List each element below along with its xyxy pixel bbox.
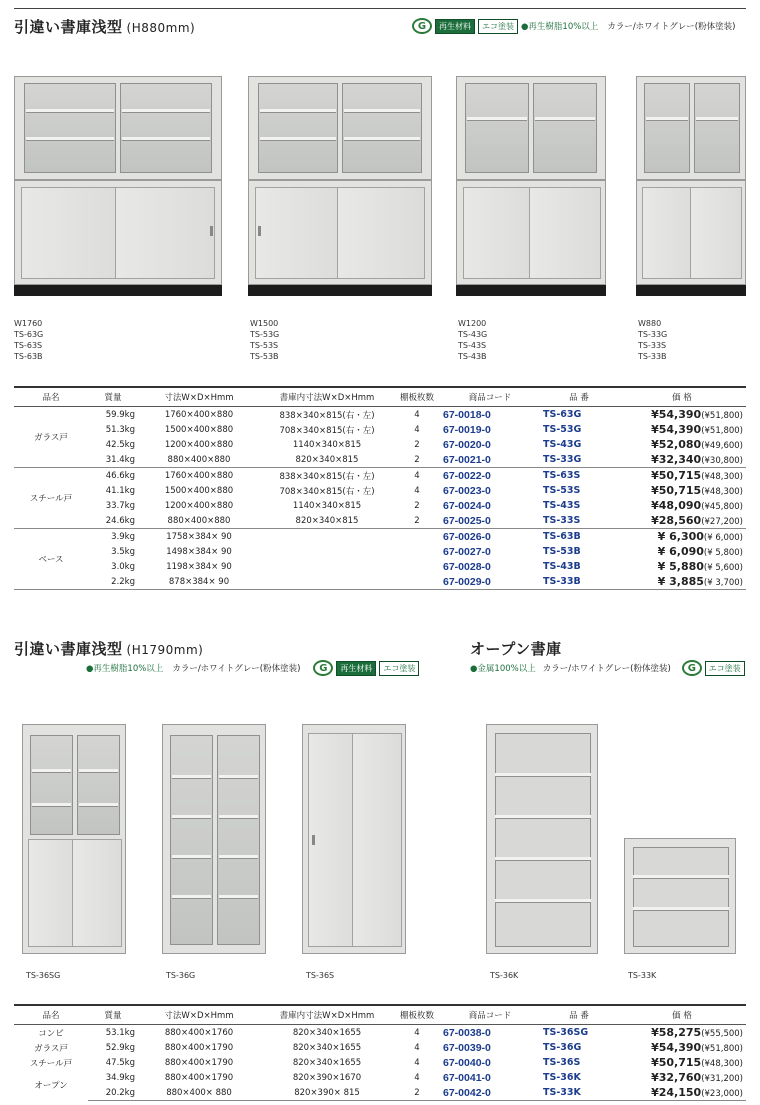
cell-product-code: 67-0039-0 (443, 1041, 491, 1054)
cell-category: オープン (34, 1081, 68, 1092)
table-row (14, 574, 746, 590)
table-row (14, 1055, 746, 1070)
table-row (14, 1070, 746, 1085)
cell-model: TS-36G (543, 1042, 582, 1053)
cell-inner: 820×340×815 (260, 513, 394, 529)
color-note-3: カラー/ホワイトグレー(粉体塗装) (542, 664, 671, 674)
cell-category: ベース (14, 529, 88, 590)
green-mark-icon-2: G (313, 660, 333, 676)
cell-inner: 838×340×815(右・左) (279, 410, 375, 421)
cell-price: ¥ 5,880(¥ 5,600) (657, 560, 743, 573)
cell-model: TS-33G (540, 452, 618, 468)
base-ts-43b-image (456, 285, 606, 296)
cabinet-ts-53g-image (248, 76, 432, 180)
cell-model: TS-33K (540, 1085, 618, 1101)
cell-dims: 880×400×1760 (164, 1027, 234, 1038)
cell-shelves: 2 (414, 439, 420, 450)
cell-weight: 59.9kg (105, 409, 135, 420)
cell-model: TS-53G (543, 424, 582, 435)
cell-category: スチール戸 (14, 468, 88, 529)
base-ts-33b-image (636, 285, 746, 296)
cell-model: TS-43S (543, 500, 581, 511)
section2-title: 引違い書庫浅型 (H1790mm) (14, 640, 204, 658)
cabinet-ts-33g-image (636, 76, 746, 180)
base-ts-63b-image (14, 285, 222, 296)
spec-table-h1790-body (14, 1025, 746, 1101)
cell-price: ¥28,560(¥27,200) (618, 513, 746, 529)
cabinet-ts-36g-image (162, 724, 266, 954)
cell-price: ¥48,090(¥45,800) (651, 499, 743, 512)
cell-model: TS-63S (543, 470, 581, 481)
cell-model: TS-53B (543, 546, 581, 557)
model-label-ts-36g: TS-36G (166, 971, 196, 980)
section3-title: オープン書庫 (470, 640, 562, 658)
cell-model: TS-36SG (543, 1027, 589, 1038)
cell-product-code: 67-0029-0 (440, 574, 540, 590)
cell-model: TS-63B (543, 531, 581, 542)
model-label-ts-36s: TS-36S (306, 971, 335, 980)
th-weight: 質量 (88, 387, 138, 407)
table-row (14, 1025, 746, 1041)
cell-inner: 820×340×1655 (292, 1057, 362, 1068)
cell-weight: 3.9kg (111, 531, 135, 542)
cell-dims: 1500×400×880 (164, 485, 234, 496)
cell-weight: 31.4kg (88, 452, 138, 468)
cell-shelves: 2 (394, 513, 440, 529)
cell-model: TS-63G (543, 409, 582, 420)
cell-product-code: 67-0028-0 (443, 560, 491, 573)
cell-dims: 880×400×1790 (164, 1072, 234, 1083)
badge-eco-3: エコ塗装 (705, 661, 745, 676)
cell-shelves: 4 (414, 1072, 420, 1083)
cell-product-code: 67-0041-0 (443, 1071, 491, 1084)
cell-dims: 1760×400×880 (164, 409, 234, 420)
cell-dims: 1760×400×880 (164, 470, 234, 481)
cell-shelves: 2 (414, 500, 420, 511)
section2-notes (86, 660, 419, 676)
cell-shelves (394, 544, 440, 559)
cell-weight: 3.5kg (111, 546, 135, 557)
cell-category: ガラス戸 (14, 407, 88, 468)
cell-model: TS-33S (540, 513, 618, 529)
cell-dims: 880×400×1790 (164, 1057, 234, 1068)
cell-shelves: 4 (414, 1027, 420, 1038)
cell-product-code: 67-0023-0 (443, 484, 491, 497)
cell-weight: 46.6kg (105, 470, 135, 481)
cell-weight: 53.1kg (105, 1027, 135, 1038)
cell-model: TS-43G (543, 439, 582, 450)
table-header-row (14, 387, 746, 407)
cell-inner: 838×340×815(右・左) (279, 471, 375, 482)
section3-notes (470, 660, 745, 676)
cabinet-ts-36k-image (486, 724, 598, 954)
cell-inner: 708×340×815(右・左) (279, 425, 375, 436)
cell-shelves: 2 (394, 1085, 440, 1101)
th-dims: 寸法W×D×Hmm (138, 1005, 260, 1025)
cell-shelves (394, 574, 440, 590)
cabinet-ts-43g-image (456, 76, 606, 180)
cell-category: ガラス戸 (34, 1043, 68, 1054)
model-label-w1200: W1200 TS-43G TS-43S TS-43B (458, 319, 488, 361)
cell-shelves: 4 (414, 485, 420, 496)
spec-table-h880 (14, 386, 746, 590)
cell-product-code: 67-0038-0 (443, 1026, 491, 1039)
cell-inner: 708×340×815(右・左) (279, 486, 375, 497)
cell-dims: 880×400× 880 (138, 1085, 260, 1101)
cell-weight: 47.5kg (105, 1057, 135, 1068)
cell-price: ¥50,715(¥48,300) (651, 1056, 743, 1069)
badge-recycled: 再生材料 (435, 19, 475, 34)
cell-weight: 20.2kg (88, 1085, 138, 1101)
cabinet-ts-43s-image (456, 180, 606, 285)
th-price: 価 格 (618, 387, 746, 407)
model-label-ts-33k: TS-33K (628, 971, 657, 980)
cell-price: ¥52,080(¥49,600) (651, 438, 743, 451)
th-name: 品名 (14, 1005, 88, 1025)
model-label-w880: W880 TS-33G TS-33S TS-33B (638, 319, 668, 361)
cell-shelves: 4 (414, 409, 420, 420)
cell-inner: 820×390× 815 (260, 1085, 394, 1101)
cell-dims: 880×400×880 (138, 513, 260, 529)
cell-price: ¥54,390(¥51,800) (651, 423, 743, 436)
cell-price: ¥54,390(¥51,800) (651, 1041, 743, 1054)
th-shelves: 棚板枚数 (394, 1005, 440, 1025)
cell-model: TS-33B (540, 574, 618, 590)
section2-product-images (0, 700, 760, 980)
resin-note: ●再生樹脂10%以上 (521, 22, 599, 32)
cell-model: TS-36K (543, 1072, 581, 1083)
cell-weight: 34.9kg (105, 1072, 135, 1083)
th-inner: 書庫内寸法W×D×Hmm (260, 387, 394, 407)
cell-price: ¥32,340(¥30,800) (618, 452, 746, 468)
cabinet-ts-33k-image (624, 838, 736, 954)
cabinet-ts-36sg-image (22, 724, 126, 954)
table-row (14, 468, 746, 484)
color-note-2: カラー/ホワイトグレー(粉体塗装) (172, 664, 301, 674)
green-mark-icon-3: G (682, 660, 702, 676)
th-weight: 質量 (88, 1005, 138, 1025)
cell-dims: 1500×400×880 (164, 424, 234, 435)
table-row (14, 422, 746, 437)
th-inner: 書庫内寸法W×D×Hmm (260, 1005, 394, 1025)
th-model: 品 番 (540, 1005, 618, 1025)
cell-shelves (394, 559, 440, 574)
cell-weight: 52.9kg (105, 1042, 135, 1053)
cabinet-ts-53s-image (248, 180, 432, 285)
cell-price: ¥ 3,885(¥ 3,700) (618, 574, 746, 590)
cabinet-ts-33s-image (636, 180, 746, 285)
badge-eco-2: エコ塗装 (379, 661, 419, 676)
cabinet-ts-36s-image (302, 724, 406, 954)
cell-dims: 1758×384× 90 (166, 531, 232, 542)
table-row (14, 483, 746, 498)
th-dims: 寸法W×D×Hmm (138, 387, 260, 407)
cell-model: TS-36S (543, 1057, 581, 1068)
table-row (14, 513, 746, 529)
cabinet-ts-63g-image (14, 76, 222, 180)
cell-weight: 42.5kg (105, 439, 135, 450)
cell-inner (260, 544, 394, 559)
table-row (14, 1040, 746, 1055)
cell-shelves: 2 (394, 452, 440, 468)
cell-dims: 880×400×880 (138, 452, 260, 468)
cell-price: ¥24,150(¥23,000) (618, 1085, 746, 1101)
cell-dims: 1498×384× 90 (166, 546, 232, 557)
cell-price: ¥32,760(¥31,200) (651, 1071, 743, 1084)
section1-title: 引違い書庫浅型 (H880mm) (14, 18, 196, 36)
model-label-ts-36k: TS-36K (490, 971, 519, 980)
table-row (14, 452, 746, 468)
cell-price: ¥54,390(¥51,800) (651, 408, 743, 421)
resin-note-2: ●再生樹脂10%以上 (86, 664, 164, 674)
cell-product-code: 67-0021-0 (440, 452, 540, 468)
model-label-ts-36sg: TS-36SG (26, 971, 61, 980)
spec-table-h880-body (14, 407, 746, 590)
cell-inner: 820×340×815 (260, 452, 394, 468)
green-mark-icon: G (412, 18, 432, 34)
cell-dims: 1200×400×880 (164, 439, 234, 450)
th-model: 品 番 (540, 387, 618, 407)
cell-inner: 820×390×1670 (292, 1072, 362, 1083)
cell-weight: 3.0kg (111, 561, 135, 572)
table-row (14, 559, 746, 574)
table-row (14, 407, 746, 423)
model-label-w1500: W1500 TS-53G TS-53S TS-53B (250, 319, 280, 361)
cell-product-code: 67-0040-0 (443, 1056, 491, 1069)
cell-product-code: 67-0042-0 (440, 1085, 540, 1101)
cell-dims: 880×400×1790 (164, 1042, 234, 1053)
cell-model: TS-53S (543, 485, 581, 496)
cell-inner (260, 574, 394, 590)
cell-dims: 878×384× 90 (138, 574, 260, 590)
base-ts-53b-image (248, 285, 432, 296)
cell-price: ¥ 6,300(¥ 6,000) (657, 530, 743, 543)
th-code: 商品コード (440, 1005, 540, 1025)
cell-product-code: 67-0020-0 (443, 438, 491, 451)
cell-product-code: 67-0024-0 (443, 499, 491, 512)
table-row (14, 498, 746, 513)
cell-inner: 820×340×1655 (292, 1042, 362, 1053)
cell-product-code: 67-0022-0 (443, 469, 491, 482)
cell-dims: 1200×400×880 (164, 500, 234, 511)
cell-weight: 41.1kg (105, 485, 135, 496)
badge-eco: エコ塗装 (478, 19, 518, 34)
th-shelves: 棚板枚数 (394, 387, 440, 407)
cabinet-ts-63s-image (14, 180, 222, 285)
cell-category: スチール戸 (29, 1058, 73, 1069)
color-note: カラー/ホワイトグレー(粉体塗装) (607, 22, 736, 32)
cell-inner: 1140×340×815 (292, 439, 362, 450)
cell-weight: 2.2kg (88, 574, 138, 590)
cell-shelves: 4 (414, 1057, 420, 1068)
cell-model: TS-43B (543, 561, 581, 572)
model-label-w1760: W1760 TS-63G TS-63S TS-63B (14, 319, 44, 361)
cell-product-code: 67-0026-0 (443, 530, 491, 543)
badge-recycled-2: 再生材料 (336, 661, 376, 676)
cell-dims: 1198×384× 90 (166, 561, 232, 572)
table-row (14, 544, 746, 559)
cell-price: ¥50,715(¥48,300) (651, 469, 743, 482)
cell-price: ¥58,275(¥55,500) (651, 1026, 743, 1039)
metal-note: ●金属100%以上 (470, 664, 536, 674)
cell-shelves: 4 (414, 470, 420, 481)
cell-price: ¥ 6,090(¥ 5,800) (657, 545, 743, 558)
cell-inner (260, 559, 394, 574)
cell-product-code: 67-0027-0 (443, 545, 491, 558)
cell-weight: 24.6kg (88, 513, 138, 529)
table-row (14, 437, 746, 452)
table-row (14, 1085, 746, 1101)
cell-inner: 820×340×1655 (292, 1027, 362, 1038)
cell-product-code: 67-0025-0 (440, 513, 540, 529)
spec-table-h1790 (14, 1004, 746, 1101)
cell-product-code: 67-0018-0 (443, 408, 491, 421)
cell-shelves (394, 529, 440, 545)
th-code: 商品コード (440, 387, 540, 407)
cell-product-code: 67-0019-0 (443, 423, 491, 436)
cell-category: コンビ (38, 1028, 64, 1039)
cell-shelves: 4 (414, 1042, 420, 1053)
cell-inner: 1140×340×815 (292, 500, 362, 511)
cell-price: ¥50,715(¥48,300) (651, 484, 743, 497)
cell-inner (260, 529, 394, 545)
cell-shelves: 4 (414, 424, 420, 435)
cell-weight: 51.3kg (105, 424, 135, 435)
th-name: 品名 (14, 387, 88, 407)
th-price: 価 格 (618, 1005, 746, 1025)
table-row (14, 529, 746, 545)
table-header-row (14, 1005, 746, 1025)
cell-weight: 33.7kg (105, 500, 135, 511)
